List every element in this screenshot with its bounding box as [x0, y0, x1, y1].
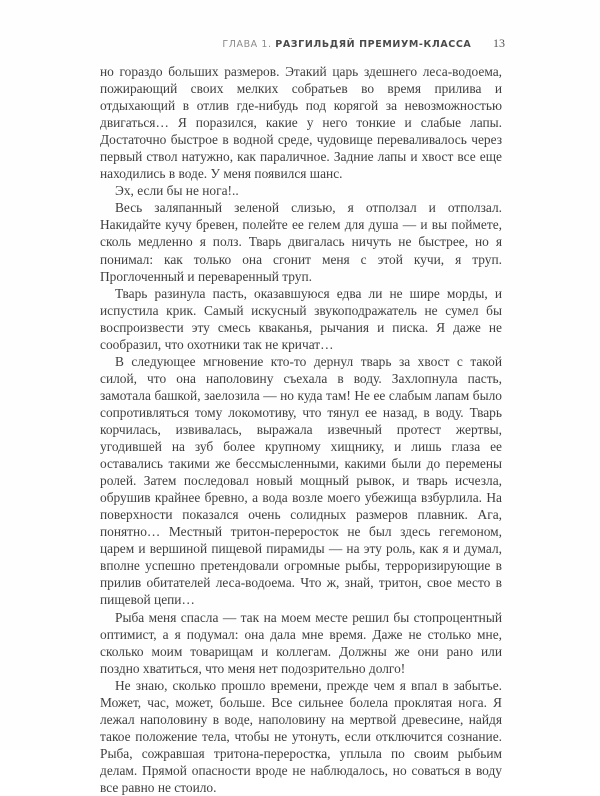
running-head: [200, 35, 505, 51]
paragraph: В следующее мгновение кто-то дернул тварь за хвост с такой силой, что она наполовину съехала в воду. Захлопнула пасть, замотала башкой, заелозила — но куда там! Не ее слабым лапам было сопротивляться тому локомотиву, что тянул ее назад, в воду. Тварь корчилась, извивалась, выражала извечный протест жертвы, угодившей на зуб более крупному хищнику, и лишь глаза ее оставались такими же бессмысленными, какими были до перемены ролей. Затем последовал новый мощный рывок, и тварь исчезла, обрушив крайнее бревно, а вода возле моего убежища взбурлила. На поверхности показался очень солидных размеров плавник. Ага, понятно… Местный тритон-переросток не был здесь гегемоном, царем и вершиной пищевой пирамиды — на эту роль, как я и думал, вполне успешно претендовали огромные рыбы, терроризирующие в прилив обитателей леса-водоема. Что ж, знай, тритон, свое место в пищевой цепи…: [100, 353, 502, 608]
paragraph: Эх, если бы не нога!..: [115, 183, 239, 199]
paragraph: но гораздо больших размеров. Этакий царь здешнего леса-водоема, пожирающий своих мелких собратьев во время прилива и отдыхающий в отлив где-нибудь под корягой за невозможностью двигаться… Я поразился, какие у него тонкие и слабые лапы. Достаточно быстрое в водной среде, чудовище переваливалось через первый ствол натужно, как параличное. Задние лапы и хвост все еще находились в воде. У меня появился шанс.: [100, 64, 502, 182]
paragraph: Весь заляпанный зеленой слизью, я отползал и отползал. Накидайте кучу бревен, полейте ее гелем для душа — и вы поймете, сколь медленно я полз. Тварь двигалась ничуть не быстрее, но я понимал: как только она сгонит меня с этой кучи, я труп. Проглоченный и переваренный труп.: [100, 200, 502, 284]
body-text: [100, 63, 502, 796]
chapter-label: ГЛАВА 1.: [222, 39, 272, 50]
chapter-title: РАЗГИЛЬДЯЙ ПРЕМИУМ-КЛАССА: [275, 39, 472, 50]
paragraph: Не знаю, сколько прошло времени, прежде чем я впал в забытье. Может, час, может, больше. Все сильнее болела проклятая нога. Я лежал наполовину в воде, наполовину на мертвой древесине, найдя такое положение тела, чтобы не утонуть, если отключится сознание. Рыба, сожравшая тритона-переростка, уплыла по своим рыбьим делам. Прямой опасности вроде не наблюдалось, но соваться в воду все равно не стоило.: [100, 677, 502, 795]
paragraph: Рыба меня спасла — так на моем месте решил бы стопроцентный оптимист, а я подумал: она дала мне время. Даже не столько мне, сколько моим товарищам и коллегам. Должны же они рано или поздно хватиться, что меня нет подозрительно долго!: [100, 609, 502, 676]
paragraph: Тварь разинула пасть, оказавшуюся едва ли не шире морды, и испустила крик. Самый искусный звукоподражатель не сумел бы воспроизвести эту смесь кваканья, рычания и писка. Я даже не сообразил, что охотники так не кричат…: [100, 285, 502, 352]
page-number: 13: [493, 36, 505, 50]
